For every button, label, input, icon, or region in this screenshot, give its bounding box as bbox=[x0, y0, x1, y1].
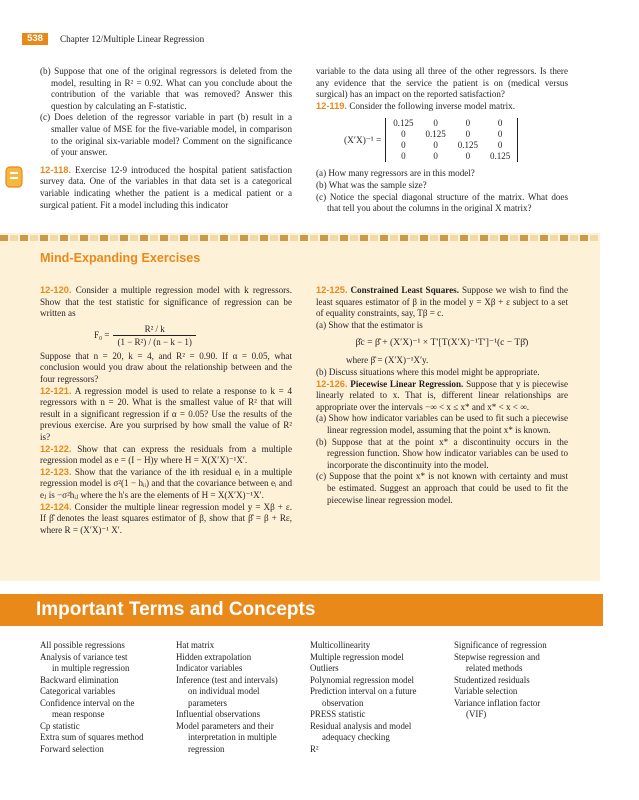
exercise-118 bbox=[40, 165, 292, 211]
exercise-119-part-b: (b) What was the sample size? bbox=[316, 179, 427, 190]
divider-dot bbox=[320, 235, 328, 241]
exercise-126-text: Suppose that y is piecewise linearly related to x. That is, different linear relationships are appropriate over the intervals −∞ < x ≤ x* and x* < x < ∞. bbox=[316, 378, 568, 412]
term-item: Model parameters and their bbox=[176, 720, 274, 731]
divider-dot bbox=[30, 235, 38, 241]
web-resource-icon bbox=[5, 166, 23, 188]
term-item: in multiple regression bbox=[52, 663, 130, 673]
term-item: Studentized residuals bbox=[454, 674, 530, 685]
exercise-119-part-a: (a) How many regressors are in this model? bbox=[316, 168, 475, 179]
estimator-where: where β̂ = (X′X)⁻¹X′y. bbox=[346, 355, 429, 366]
matrix-label: (X′X)⁻¹ = bbox=[344, 135, 382, 146]
divider-dot bbox=[470, 235, 478, 241]
exercise-121-text: A regression model is used to relate a response to k = 4 regressors with n = 20. What is the smallest value of R² that will result in a significant regression if α = 0.05? Use the results of the previous exercise. Are you surprised by how small the value of R² is? bbox=[40, 385, 292, 442]
divider-dot bbox=[220, 235, 228, 241]
term-item: Variable selection bbox=[454, 686, 518, 696]
f0-denominator: (1 − R²) / (n − k − 1) bbox=[117, 336, 192, 347]
divider-dot bbox=[510, 235, 518, 241]
exercise-117-part-b: (b) Suppose that one of the original regressors is deleted from the model, resulting in R² = 0.92. What can you conclude about the contribution of the variable that was removed? Answer this question by calculating an F-statistic. bbox=[40, 66, 292, 111]
exercise-118-continued: variable to the data using all three of the other regressors. Is there any evidence that the service the patient is on (medical versus surgical) has an impact on the reported satisfaction? bbox=[316, 66, 568, 100]
exercise-122 bbox=[40, 444, 292, 467]
terms-column-3 bbox=[310, 640, 450, 755]
term-item: Cp statistic bbox=[40, 720, 80, 731]
terms-column-2 bbox=[176, 640, 308, 755]
exercise-124-number: 12-124. bbox=[40, 501, 72, 512]
term-item: All possible regressions bbox=[40, 640, 125, 650]
matrix-brackets bbox=[385, 118, 518, 162]
exercise-122-text: Show that can express the residuals from a multiple regression model as e = (I − H)y where H = X(X′X)⁻¹X′. bbox=[40, 443, 292, 466]
divider-dot bbox=[50, 235, 58, 241]
terms-title: Important Terms and Concepts bbox=[36, 599, 316, 620]
page-number: 538 bbox=[22, 33, 48, 45]
exercise-119-text: Consider the following inverse model matrix. bbox=[349, 100, 515, 111]
term-item: Multiple regression model bbox=[310, 651, 404, 662]
divider-dot bbox=[350, 235, 358, 241]
term-item: Significance of regression bbox=[454, 640, 547, 650]
exercise-126-part-b: (b) Suppose that at the point x* a discontinuity occurs in the regression function. Show how indicator variables can be used to incorporate the discontinuity into the model. bbox=[316, 436, 568, 470]
divider-dot bbox=[170, 235, 178, 241]
exercise-125 bbox=[316, 285, 568, 320]
exercise-126-part-c: (c) Suppose that the point x* is not known with certainty and must be estimated. Suggest an approach that could be used to fit the piecewise linear regression model. bbox=[316, 471, 568, 505]
term-item: mean response bbox=[52, 709, 105, 719]
divider-dot bbox=[500, 235, 508, 241]
divider-dot bbox=[250, 235, 258, 241]
matrix-cell: 0 bbox=[433, 151, 438, 162]
term-item: Influential observations bbox=[176, 709, 261, 719]
divider-dot bbox=[140, 235, 148, 241]
matrix-cell: 0 bbox=[497, 118, 503, 129]
constrained-estimator-formula: β̂c = β̂ + (X′X)⁻¹ × T′[T(X′X)⁻¹T′]⁻¹(c − Tβ̂) bbox=[355, 337, 529, 349]
divider-dot bbox=[270, 235, 278, 241]
divider-dot bbox=[330, 235, 338, 241]
section-title: Mind-Expanding Exercises bbox=[40, 251, 201, 265]
divider-dot bbox=[280, 235, 288, 241]
term-item: Hidden extrapolation bbox=[176, 651, 252, 662]
divider-dot bbox=[520, 235, 528, 241]
inverse-matrix bbox=[344, 118, 568, 162]
divider-dot bbox=[70, 235, 78, 241]
divider-dot bbox=[40, 235, 48, 241]
matrix-body bbox=[387, 118, 516, 162]
mind-left-column bbox=[40, 285, 292, 536]
term-item: adequacy checking bbox=[322, 732, 390, 742]
term-item: observation bbox=[322, 697, 364, 708]
exercise-123 bbox=[40, 467, 292, 502]
exercise-123-number: 12-123. bbox=[40, 466, 72, 477]
term-item: Outliers bbox=[310, 663, 339, 673]
divider-dot bbox=[460, 235, 468, 241]
term-item: Confidence interval on the bbox=[40, 697, 135, 708]
divider-dot bbox=[430, 235, 438, 241]
term-item: Polynomial regression model bbox=[310, 674, 415, 685]
divider-dot bbox=[90, 235, 98, 241]
term-item: Forward selection bbox=[40, 743, 104, 754]
top-left-column bbox=[40, 66, 292, 211]
exercise-119-part-c: (c) Notice the special diagonal structure of the matrix. What does that tell you about the columns in the original X matrix? bbox=[316, 191, 568, 214]
divider-dot bbox=[580, 235, 588, 241]
divider-dot bbox=[410, 235, 418, 241]
term-item: parameters bbox=[188, 697, 227, 708]
divider-dot bbox=[180, 235, 188, 241]
terms-banner bbox=[0, 594, 603, 626]
exercise-126-number: 12-126. bbox=[316, 378, 348, 389]
divider-dot bbox=[590, 235, 598, 241]
divider-dot bbox=[190, 235, 198, 241]
divider-dot bbox=[290, 235, 298, 241]
dotted-divider bbox=[0, 235, 600, 241]
exercise-121-number: 12-121. bbox=[40, 385, 72, 396]
exercise-119-number: 12-119. bbox=[316, 100, 348, 111]
mind-right-column bbox=[316, 285, 568, 506]
f0-numerator: R² / k bbox=[113, 323, 195, 336]
exercise-123-text: Show that the variance of the ith residual eᵢ in a multiple regression model is σ²(1 − hᵢᵢ) and that the covariance between eᵢ and eⱼ is −σ²hᵢⱼ where the h's are the elements of H = X(X′X)⁻¹X′. bbox=[40, 466, 293, 500]
matrix-cell: 0.125 bbox=[457, 140, 478, 151]
divider-dot bbox=[390, 235, 398, 241]
matrix-cell: 0 bbox=[433, 140, 438, 151]
term-item: PRESS statistic bbox=[310, 709, 366, 719]
term-item: Extra sum of squares method bbox=[40, 732, 144, 742]
exercise-117-part-c: (c) Does deletion of the regressor variable in part (b) result in a smaller value of MSE for the five-variable model, in comparison to the original six-variable model? Comment on the significance of your answer. bbox=[40, 112, 292, 158]
divider-dot bbox=[200, 235, 208, 241]
divider-dot bbox=[420, 235, 428, 241]
exercise-126-part-a: (a) Show how indicator variables can be used to fit such a piecewise linear regression model, assuming that the point x* is known. bbox=[316, 413, 568, 435]
exercise-121 bbox=[40, 386, 292, 444]
divider-dot bbox=[80, 235, 88, 241]
divider-dot bbox=[370, 235, 378, 241]
term-item: Indicator variables bbox=[176, 663, 243, 673]
matrix-cell: 0 bbox=[401, 129, 406, 140]
matrix-cell: 0 bbox=[497, 140, 503, 151]
matrix-cell: 0 bbox=[401, 140, 406, 151]
exercise-125-number: 12-125. bbox=[316, 285, 348, 295]
divider-dot bbox=[160, 235, 168, 241]
term-item: Residual analysis and model bbox=[310, 720, 412, 731]
f0-fraction bbox=[113, 323, 195, 348]
matrix-row bbox=[387, 129, 516, 140]
divider-dot bbox=[10, 235, 18, 241]
term-item: Variance inflation factor bbox=[454, 697, 541, 708]
term-item: R² bbox=[310, 743, 319, 754]
divider-dot bbox=[540, 235, 548, 241]
exercise-125-part-a: (a) Show that the estimator is bbox=[316, 319, 423, 330]
exercise-126 bbox=[316, 379, 568, 414]
f0-formula bbox=[94, 323, 292, 348]
term-item: related methods bbox=[466, 663, 523, 673]
exercise-120-after: Suppose that n = 20, k = 4, and R² = 0.90. If α = 0.05, what conclusion would you draw about the relationship between and the four regressors? bbox=[40, 350, 292, 384]
divider-dot bbox=[340, 235, 348, 241]
matrix-cell: 0 bbox=[401, 151, 406, 162]
divider-dot bbox=[380, 235, 388, 241]
divider-dot bbox=[20, 235, 28, 241]
exercise-120-text: Consider a multiple regression model with k regressors. Show that the test statistic for significance of regression can be written as bbox=[40, 285, 292, 319]
f0-label: F₀ = bbox=[94, 330, 110, 341]
matrix-row bbox=[387, 140, 516, 151]
divider-dot bbox=[360, 235, 368, 241]
divider-dot bbox=[570, 235, 578, 241]
matrix-cell: 0.125 bbox=[489, 151, 511, 162]
exercise-118-number: 12-118. bbox=[40, 164, 72, 175]
chapter-title: Chapter 12/Multiple Linear Regression bbox=[60, 34, 205, 44]
term-item: Analysis of variance test bbox=[40, 651, 128, 662]
term-item: Categorical variables bbox=[40, 686, 116, 696]
exercise-118-text: Exercise 12-9 introduced the hospital patient satisfaction survey data. One of the variables in that data set is a categorical variable indicating whether the patient is a medical patient or a surgical patient. Fit a model including this indicator bbox=[40, 164, 292, 210]
divider-dot bbox=[440, 235, 448, 241]
term-item: Stepwise regression and bbox=[454, 651, 540, 662]
divider-dot bbox=[130, 235, 138, 241]
exercise-125-title: Constrained Least Squares. bbox=[350, 285, 459, 295]
matrix-cell: 0 bbox=[433, 118, 438, 129]
divider-dot bbox=[480, 235, 488, 241]
divider-dot bbox=[230, 235, 238, 241]
divider-dot bbox=[120, 235, 128, 241]
exercise-124-text: Consider the multiple linear regression model y = Xβ + ε. If β̂ denotes the least squares estimator of β, show that β̂ = β + Rε, where R = (X′X)⁻¹ X′. bbox=[40, 501, 292, 535]
divider-dot bbox=[0, 235, 8, 241]
divider-dot bbox=[560, 235, 568, 241]
divider-dot bbox=[300, 235, 308, 241]
divider-dot bbox=[400, 235, 408, 241]
divider-dot bbox=[310, 235, 318, 241]
terms-column-1 bbox=[40, 640, 172, 755]
term-item: Multicollinearity bbox=[310, 640, 371, 650]
divider-dot bbox=[110, 235, 118, 241]
term-item: (VIF) bbox=[466, 709, 487, 719]
exercise-124 bbox=[40, 502, 292, 537]
terms-column-4 bbox=[454, 640, 594, 721]
divider-dot bbox=[450, 235, 458, 241]
exercise-119 bbox=[316, 101, 568, 113]
term-item: Prediction interval on a future bbox=[310, 686, 417, 696]
divider-dot bbox=[550, 235, 558, 241]
term-item: Backward elimination bbox=[40, 674, 119, 685]
matrix-cell: 0 bbox=[465, 118, 471, 129]
exercise-120 bbox=[40, 285, 292, 320]
divider-dot bbox=[150, 235, 158, 241]
term-item: Hat matrix bbox=[176, 640, 215, 650]
matrix-cell: 0 bbox=[465, 129, 471, 140]
exercise-120-number: 12-120. bbox=[40, 285, 72, 295]
exercise-126-title: Piecewise Linear Regression. bbox=[350, 378, 464, 389]
term-item: interpretation in multiple bbox=[188, 732, 277, 742]
matrix-row bbox=[387, 151, 516, 162]
divider-dot bbox=[100, 235, 108, 241]
divider-dot bbox=[60, 235, 68, 241]
matrix-cell: 0 bbox=[465, 151, 471, 162]
exercise-125-text: Suppose we wish to find the least squares estimator of β in the model y = Xβ + ε subject to a set of equality constraints, say, Tβ = c. bbox=[316, 285, 569, 319]
divider-dot bbox=[530, 235, 538, 241]
term-item: on individual model bbox=[188, 686, 260, 696]
matrix-cell: 0.125 bbox=[425, 129, 446, 140]
matrix-cell: 0 bbox=[497, 129, 503, 140]
divider-dot bbox=[240, 235, 248, 241]
exercise-122-number: 12-122. bbox=[40, 443, 72, 454]
term-item: regression bbox=[188, 743, 225, 754]
matrix-row bbox=[387, 118, 516, 129]
term-item: Inference (test and intervals) bbox=[176, 674, 278, 685]
matrix-cell: 0.125 bbox=[393, 118, 414, 129]
top-right-column bbox=[316, 66, 568, 215]
divider-dot bbox=[210, 235, 218, 241]
exercise-125-part-b: (b) Discuss situations where this model might be appropriate. bbox=[316, 366, 540, 377]
divider-dot bbox=[260, 235, 268, 241]
divider-dot bbox=[490, 235, 498, 241]
